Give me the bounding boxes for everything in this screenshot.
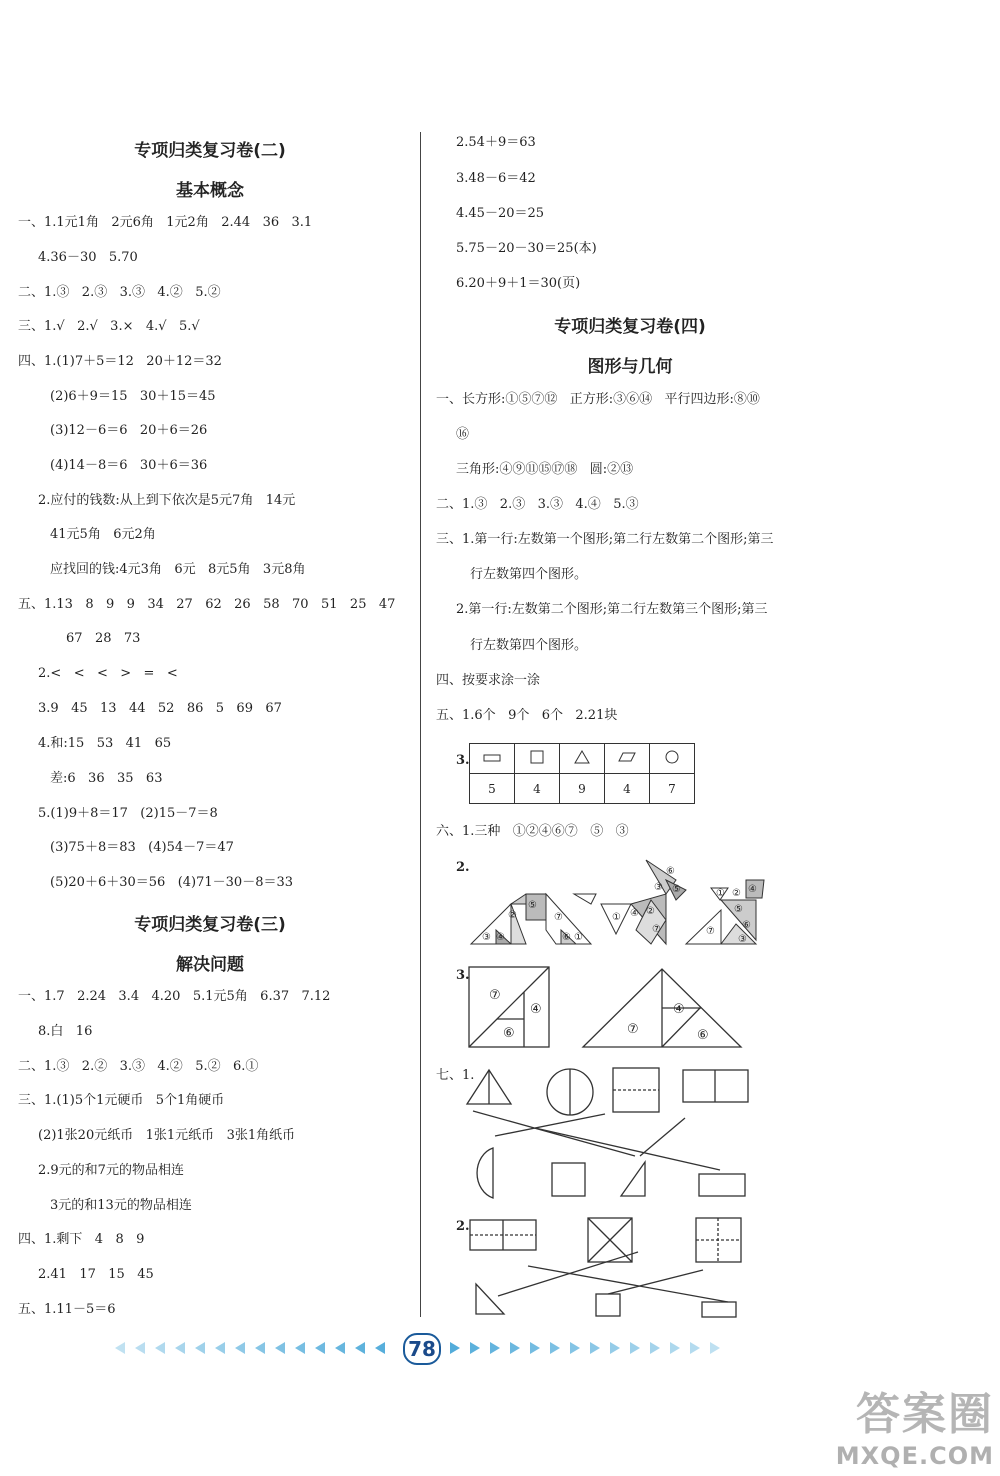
answer-line: 五、1.6个 9个 6个 2.21块 [436, 708, 618, 723]
answer-line: 五、1.11－5＝6 [18, 1302, 116, 1317]
triangle-icon [560, 744, 605, 774]
tr-1: ② [732, 888, 741, 899]
arrow-right-icon [470, 1342, 480, 1354]
page-number: 78 [403, 1333, 441, 1365]
answer-line: 三、1.(1)5个1元硬币 5个1角硬币 [18, 1093, 225, 1108]
answer-line: 一、1.7 2.24 3.4 4.20 5.1元5角 6.37 7.12 [18, 989, 331, 1004]
count-parallelogram: 4 [605, 774, 650, 804]
answer-line: 二、1.③ 2.③ 3.③ 4.② 5.② [18, 285, 221, 300]
answer-line: 2.第一行:左数第二个图形;第二行左数第三个图形;第三 [456, 602, 768, 617]
tr-0: ① [716, 888, 725, 899]
tr-6: ③ [738, 934, 747, 945]
arrow-left-icon [255, 1342, 265, 1354]
answer-line: 一、1.1元1角 2元6角 1元2角 2.44 36 3.1 [18, 215, 313, 230]
answer-line: ⑯ [456, 427, 470, 442]
answer-line: 2.应付的钱数:从上到下依次是5元7角 14元 [38, 493, 296, 508]
answer-line: 41元5角 6元2角 [50, 527, 156, 542]
arrow-left-icon [135, 1342, 145, 1354]
answer-line: 3.48－6＝42 [456, 171, 536, 186]
arrow-left-icon [175, 1342, 185, 1354]
count-square: 4 [515, 774, 560, 804]
tri-2: ⑥ [697, 1028, 709, 1043]
count-rectangle: 5 [470, 774, 515, 804]
tm-2: ③ [654, 882, 663, 893]
rectangle-icon [470, 744, 515, 774]
tangram-figures [466, 860, 766, 950]
arrow-right-icon [610, 1342, 620, 1354]
answer-line: 四、1.(1)7＋5＝12 20＋12＝32 [18, 354, 222, 369]
answer-line: 8.白 16 [38, 1024, 93, 1039]
matching-2 [468, 1216, 748, 1318]
answer-line: 三、1.√ 2.√ 3.× 4.√ 5.√ [18, 319, 200, 334]
arrow-left-icon [155, 1342, 165, 1354]
answer-line: (2)6＋9＝15 30＋15＝45 [50, 389, 216, 404]
section-subtitle-geometry: 图形与几何 [587, 357, 673, 377]
arrow-right-icon [490, 1342, 500, 1354]
arrow-right-icon [650, 1342, 660, 1354]
q6-2-label: 2. [456, 860, 470, 875]
tl-3: ③ [482, 932, 491, 943]
split-shapes [469, 967, 749, 1049]
answer-line: (3)12－6＝6 20＋6＝26 [50, 423, 208, 438]
tm-0: ⑥ [666, 866, 675, 877]
tri-0: ⑦ [627, 1022, 639, 1037]
tm-6: ⑦ [652, 924, 661, 935]
answer-line: 五、1.13 8 9 9 34 27 62 26 58 70 51 25 47 [18, 597, 396, 612]
q6-answer: 六、1.三种 ①②④⑥⑦ ⑤ ③ [436, 824, 629, 839]
arrow-right-icon [550, 1342, 560, 1354]
answer-line: 2.41 17 15 45 [38, 1267, 154, 1282]
arrow-left-icon [195, 1342, 205, 1354]
answer-line: 2.9元的和7元的物品相连 [38, 1163, 184, 1178]
answer-line: 5.(1)9＋8＝17 (2)15－7＝8 [38, 806, 218, 821]
arrow-left-icon [355, 1342, 365, 1354]
tl-6: ① [574, 932, 583, 943]
tr-3: ⑤ [734, 904, 743, 915]
section-title-3: 专项归类复习卷(三) [134, 915, 286, 935]
arrow-right-icon [710, 1342, 720, 1354]
answer-line: 4.45－20＝25 [456, 206, 545, 221]
answer-line: 行左数第四个图形。 [470, 567, 588, 582]
watermark-url: MXQE.COM [835, 1442, 994, 1470]
section-title-2: 专项归类复习卷(二) [134, 141, 286, 161]
tl-4: ④ [496, 932, 505, 943]
arrow-left-icon [295, 1342, 305, 1354]
answer-line: 2.< < < > = < [38, 666, 178, 681]
answer-line: 3.9 45 13 44 52 86 5 69 67 [38, 701, 282, 716]
arrow-left-icon [215, 1342, 225, 1354]
answer-line: (5)20＋6＋30＝56 (4)71－30－8＝33 [50, 875, 294, 890]
tr-2: ④ [748, 884, 757, 895]
count-circle: 7 [650, 774, 695, 804]
sq-2: ⑥ [503, 1026, 515, 1041]
arrow-right-icon [530, 1342, 540, 1354]
arrow-left-icon [335, 1342, 345, 1354]
answer-line: 差:6 36 35 63 [50, 771, 163, 786]
answer-line: 4.和:15 53 41 65 [38, 736, 172, 751]
tm-5: ④ [630, 908, 639, 919]
answer-line: 5.75－20－30＝25(本) [456, 241, 597, 256]
answer-line: 应找回的钱:4元3角 6元 8元5角 3元8角 [50, 562, 306, 577]
answer-line: 三、1.第一行:左数第一个图形;第二行左数第二个图形;第三 [436, 532, 774, 547]
q7-2-label: 2. [456, 1219, 470, 1234]
answer-line: 四、1.剩下 4 8 9 [18, 1232, 145, 1247]
arrow-right-icon [450, 1342, 460, 1354]
tl-2: ⑦ [554, 912, 563, 923]
parallelogram-icon [605, 744, 650, 774]
arrow-right-icon [690, 1342, 700, 1354]
section-subtitle-basic-concepts: 基本概念 [176, 181, 244, 201]
q7-1-label: 七、1. [436, 1068, 475, 1083]
answer-line: (3)75＋8＝83 (4)54－7＝47 [50, 840, 234, 855]
answer-line: 二、1.③ 2.③ 3.③ 4.④ 5.③ [436, 497, 639, 512]
tr-5: ⑦ [706, 926, 715, 937]
tm-4: ② [646, 906, 655, 917]
arrow-left-icon [275, 1342, 285, 1354]
square-icon [515, 744, 560, 774]
answer-line: 行左数第四个图形。 [470, 638, 588, 653]
arrow-right-icon [590, 1342, 600, 1354]
count-triangle: 9 [560, 774, 605, 804]
arrow-left-icon [235, 1342, 245, 1354]
matching-1 [465, 1066, 755, 1201]
answer-line: 3元的和13元的物品相连 [50, 1198, 192, 1213]
shape-count-table [469, 743, 695, 804]
answer-line: 2.54＋9＝63 [456, 135, 536, 150]
arrow-right-icon [510, 1342, 520, 1354]
tm-1: ⑤ [672, 884, 681, 895]
tm-3: ① [612, 912, 621, 923]
table-label: 3. [456, 753, 470, 768]
answer-line: 67 28 73 [66, 631, 141, 646]
answer-line: 二、1.③ 2.② 3.③ 4.② 5.② 6.① [18, 1059, 259, 1074]
tl-0: ② [508, 910, 517, 921]
arrow-left-icon [315, 1342, 325, 1354]
q6-3-label: 3. [456, 968, 470, 983]
answer-line: 三角形:④⑨⑪⑮⑰⑱ 圆:②⑬ [456, 462, 634, 477]
circle-icon [650, 744, 695, 774]
sq-0: ⑦ [489, 988, 501, 1003]
answer-line: 四、按要求涂一涂 [436, 673, 541, 688]
arrow-left-icon [115, 1342, 125, 1354]
column-divider [420, 132, 421, 1317]
answer-line: (4)14－8＝6 30＋6＝36 [50, 458, 208, 473]
tl-5: ⑥ [562, 932, 571, 943]
tl-1: ⑤ [528, 900, 537, 911]
section-subtitle-problem-solving: 解决问题 [176, 955, 244, 975]
answer-line: 4.36－30 5.70 [38, 250, 138, 265]
answer-line: 6.20＋9＋1＝30(页) [456, 276, 581, 291]
arrow-left-icon [375, 1342, 385, 1354]
watermark [836, 1378, 994, 1470]
tri-1: ④ [673, 1002, 685, 1017]
answer-line: (2)1张20元纸币 1张1元纸币 3张1角纸币 [38, 1128, 296, 1143]
arrow-right-icon [670, 1342, 680, 1354]
sq-1: ④ [530, 1002, 542, 1017]
tr-4: ⑥ [742, 920, 751, 931]
arrow-right-icon [630, 1342, 640, 1354]
answer-line: 一、长方形:①⑤⑦⑫ 正方形:③⑥⑭ 平行四边形:⑧⑩ [436, 392, 760, 407]
arrow-right-icon [570, 1342, 580, 1354]
section-title-4: 专项归类复习卷(四) [554, 317, 706, 337]
watermark-title: 答案圈 [856, 1389, 994, 1440]
